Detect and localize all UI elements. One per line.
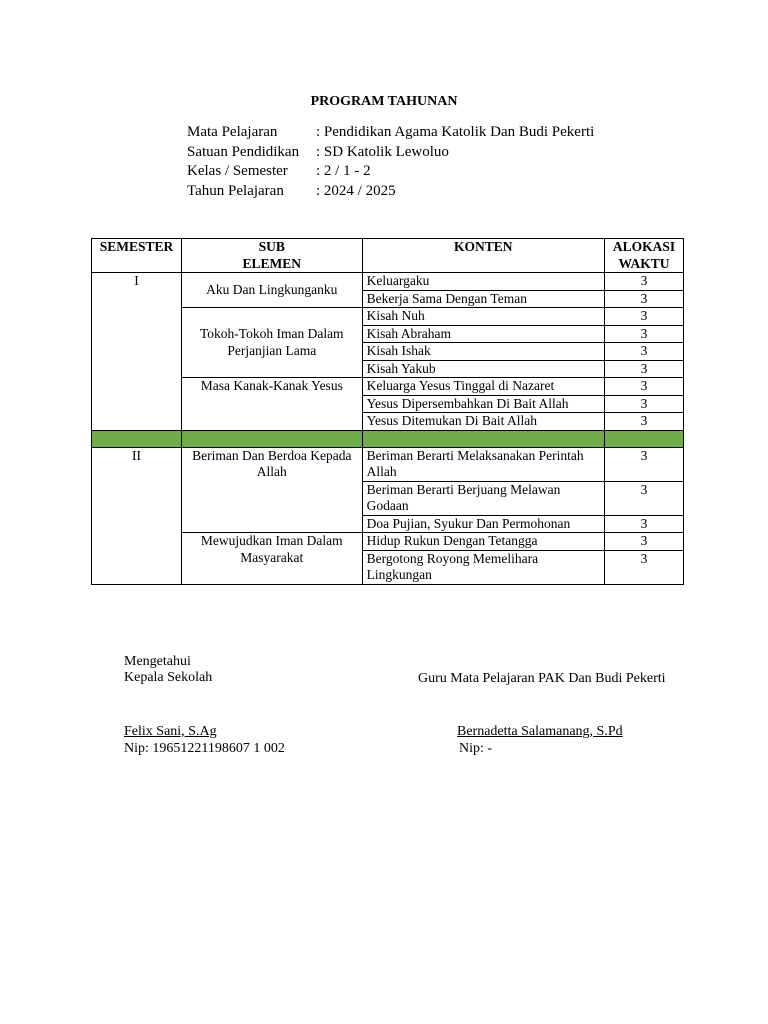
konten-cell: Yesus Ditemukan Di Bait Allah — [362, 413, 604, 431]
konten-cell: Doa Pujian, Syukur Dan Permohonan — [362, 515, 604, 533]
waktu-cell: 3 — [605, 308, 684, 326]
header-sub-line2: ELEMEN — [242, 255, 302, 271]
info-row-subject — [187, 123, 594, 143]
signature-left-caption — [124, 654, 212, 686]
teacher-role: Guru Mata Pelajaran PAK Dan Budi Pekerti — [418, 671, 666, 686]
info-row-class — [187, 162, 594, 182]
table-header-row — [92, 239, 684, 273]
waktu-cell: 3 — [605, 447, 684, 481]
info-value: : 2 / 1 - 2 — [316, 163, 371, 179]
principal-role: Kepala Sekolah — [124, 670, 213, 685]
document-info — [187, 123, 594, 201]
waktu-cell: 3 — [605, 273, 684, 291]
info-label: Satuan Pendidikan — [187, 143, 300, 160]
header-sub-elemen — [181, 239, 362, 273]
header-sub-line1: SUB — [258, 239, 285, 254]
header-semester: SEMESTER — [92, 239, 182, 273]
waktu-cell: 3 — [605, 343, 684, 361]
info-label: Tahun Pelajaran — [187, 182, 284, 199]
waktu-cell: 3 — [605, 360, 684, 378]
separator-cell — [362, 430, 604, 447]
konten-cell: Bekerja Sama Dengan Teman — [362, 290, 604, 308]
konten-cell: Beriman Berarti Melaksanakan Perintah Allah — [362, 447, 604, 481]
konten-cell: Beriman Berarti Berjuang Melawan Godaan — [362, 481, 604, 515]
header-alokasi-line2: WAKTU — [618, 255, 670, 271]
sub-elemen-cell: Beriman Dan Berdoa Kepada Allah — [181, 447, 362, 533]
separator-cell — [181, 430, 362, 447]
waktu-cell: 3 — [605, 550, 684, 584]
separator-cell — [605, 430, 684, 447]
info-label: Kelas / Semester — [187, 163, 288, 179]
document-title: PROGRAM TAHUNAN — [310, 94, 458, 109]
konten-cell: Kisah Ishak — [362, 343, 604, 361]
semester-cell: II — [92, 447, 182, 584]
waktu-cell: 3 — [605, 533, 684, 551]
konten-cell: Keluargaku — [362, 273, 604, 291]
sub-elemen-cell: Tokoh-Tokoh Iman Dalam Perjanjian Lama — [181, 308, 362, 378]
waktu-cell: 3 — [605, 290, 684, 308]
table-row — [92, 447, 684, 481]
acknowledged-label: Mengetahui — [124, 654, 191, 669]
principal-name: Felix Sani, S.Ag — [124, 724, 217, 739]
waktu-cell: 3 — [605, 413, 684, 431]
konten-cell: Yesus Dipersembahkan Di Bait Allah — [362, 395, 604, 413]
info-label: Mata Pelajaran — [187, 124, 278, 140]
konten-cell: Hidup Rukun Dengan Tetangga — [362, 533, 604, 551]
konten-cell: Kisah Abraham — [362, 325, 604, 343]
sub-elemen-cell: Masa Kanak-Kanak Yesus — [181, 378, 362, 431]
konten-cell: Bergotong Royong Memelihara Lingkungan — [362, 550, 604, 584]
info-value: : SD Katolik Lewoluo — [316, 143, 449, 160]
sub-elemen-cell: Mewujudkan Iman Dalam Masyarakat — [181, 533, 362, 585]
info-row-year — [187, 182, 594, 202]
info-row-school — [187, 143, 594, 163]
waktu-cell: 3 — [605, 395, 684, 413]
semester-cell: I — [92, 273, 182, 431]
teacher-nip: Nip: - — [459, 741, 493, 756]
program-table — [91, 238, 684, 585]
konten-cell: Kisah Yakub — [362, 360, 604, 378]
waktu-cell: 3 — [605, 481, 684, 515]
konten-cell: Keluarga Yesus Tinggal di Nazaret — [362, 378, 604, 396]
principal-nip: Nip: 19651221198607 1 002 — [124, 741, 285, 756]
info-value: : Pendidikan Agama Katolik Dan Budi Pekerti — [316, 124, 595, 140]
header-konten: KONTEN — [362, 239, 604, 273]
header-alokasi-waktu — [605, 239, 684, 273]
waktu-cell: 3 — [605, 515, 684, 533]
header-alokasi-line1: ALOKASI — [612, 239, 676, 254]
table-row — [92, 273, 684, 291]
semester-separator-row — [92, 430, 684, 447]
sub-elemen-cell: Aku Dan Lingkunganku — [181, 273, 362, 308]
separator-cell — [92, 430, 182, 447]
info-value: : 2024 / 2025 — [316, 182, 396, 199]
konten-cell: Kisah Nuh — [362, 308, 604, 326]
waktu-cell: 3 — [605, 325, 684, 343]
waktu-cell: 3 — [605, 378, 684, 396]
teacher-name: Bernadetta Salamanang, S.Pd — [457, 724, 623, 739]
